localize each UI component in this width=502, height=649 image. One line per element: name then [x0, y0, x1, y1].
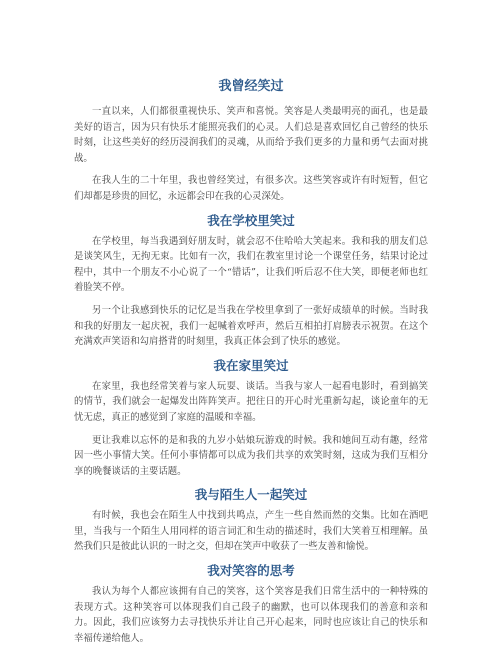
- section-strangers: [74, 486, 428, 555]
- school-paragraph-1: 在学校里，每当我遇到好朋友时，就会忍不住哈哈大笑起来。我和我的朋友们总是谈笑风生，无拘无束。比如有一次，我们在教室里讨论一个课堂任务，结果讨论过程中，其中一个朋友不小心说了一个“错话”，让我们听后忍不住大笑，即便老师也红着脸笑不停。: [74, 235, 428, 294]
- section-home: [74, 357, 428, 480]
- section-reflection: [74, 562, 428, 646]
- section-heading-strangers: 我与陌生人一起笑过: [194, 487, 308, 503]
- section-heading-home: 我在家里笑过: [213, 357, 289, 373]
- intro-paragraph-1: 一直以来，人们都很重视快乐、笑声和喜悦。笑容是人类最明亮的面孔，也是最美好的语言，因为只有快乐才能照亮我们的心灵。人们总是喜欢回忆自己曾经的快乐时刻，让这些美好的经历浸润我们的灵魂，从而给予我们更多的力量和勇气去面对挑战。: [74, 106, 428, 164]
- section-heading-reflection: 我对笑容的思考: [207, 563, 295, 579]
- strangers-paragraph-1: 有时候，我也会在陌生人中找到共鸣点，产生一些自然而然的交集。比如在酒吧里，当我与一个陌生人用同样的语言词汇和生动的描述时，我们大笑着互相理解。虽然我们只是彼此认识的一时之交，但却在笑声中收获了一些友善和愉悦。: [74, 510, 428, 553]
- document-title: 我曾经笑过: [218, 79, 284, 94]
- section-school: [74, 212, 428, 350]
- school-paragraph-2: 另一个让我感到快乐的记忆是当我在学校里拿到了一张好成绩单的时候。当时我和我的好朋友一起庆祝，我们一起喊着欢呼声，然后互相拍打肩膀表示祝贺。在这个充满欢声笑语和勾肩搭背的时刻里，我真正体会到了快乐的感觉。: [74, 304, 428, 348]
- intro-paragraph-2: 在我人生的二十年里，我也曾经笑过，有很多次。这些笑容或许有时短暂，但它们却都是珍贵的回忆，永远都会印在我的心灵深处。: [74, 175, 428, 202]
- home-paragraph-1: 在家里，我也经常笑着与家人玩耍、谈话。当我与家人一起看电影时，看到搞笑的情节，我们就会一起爆发出阵阵笑声。把往日的开心时光重新勾起，谈论童年的无忧无虑，真正的感觉到了家庭的温暖和幸福。: [74, 380, 428, 423]
- home-paragraph-2: 更让我难以忘怀的是和我的九岁小姑娘玩游戏的时候。我和她间互动有趣，经常因一些小事情大笑。任何小事情都可以成为我们共享的欢笑时刻，这成为我们互相分享的晚餐谈话的主要话题。: [74, 434, 428, 477]
- reflection-paragraph-1: 我认为每个人都应该拥有自己的笑容，这个笑容是我们日常生活中的一种特殊的表现方式。这种笑容可以体现我们自己段子的幽默，也可以体现我们的善意和亲和力。因此，我们应该努力去寻找快乐并让自己开心起来，同时也应该让自己的快乐和幸福传递给他人。: [74, 586, 428, 644]
- section-heading-school: 我在学校里笑过: [207, 212, 295, 228]
